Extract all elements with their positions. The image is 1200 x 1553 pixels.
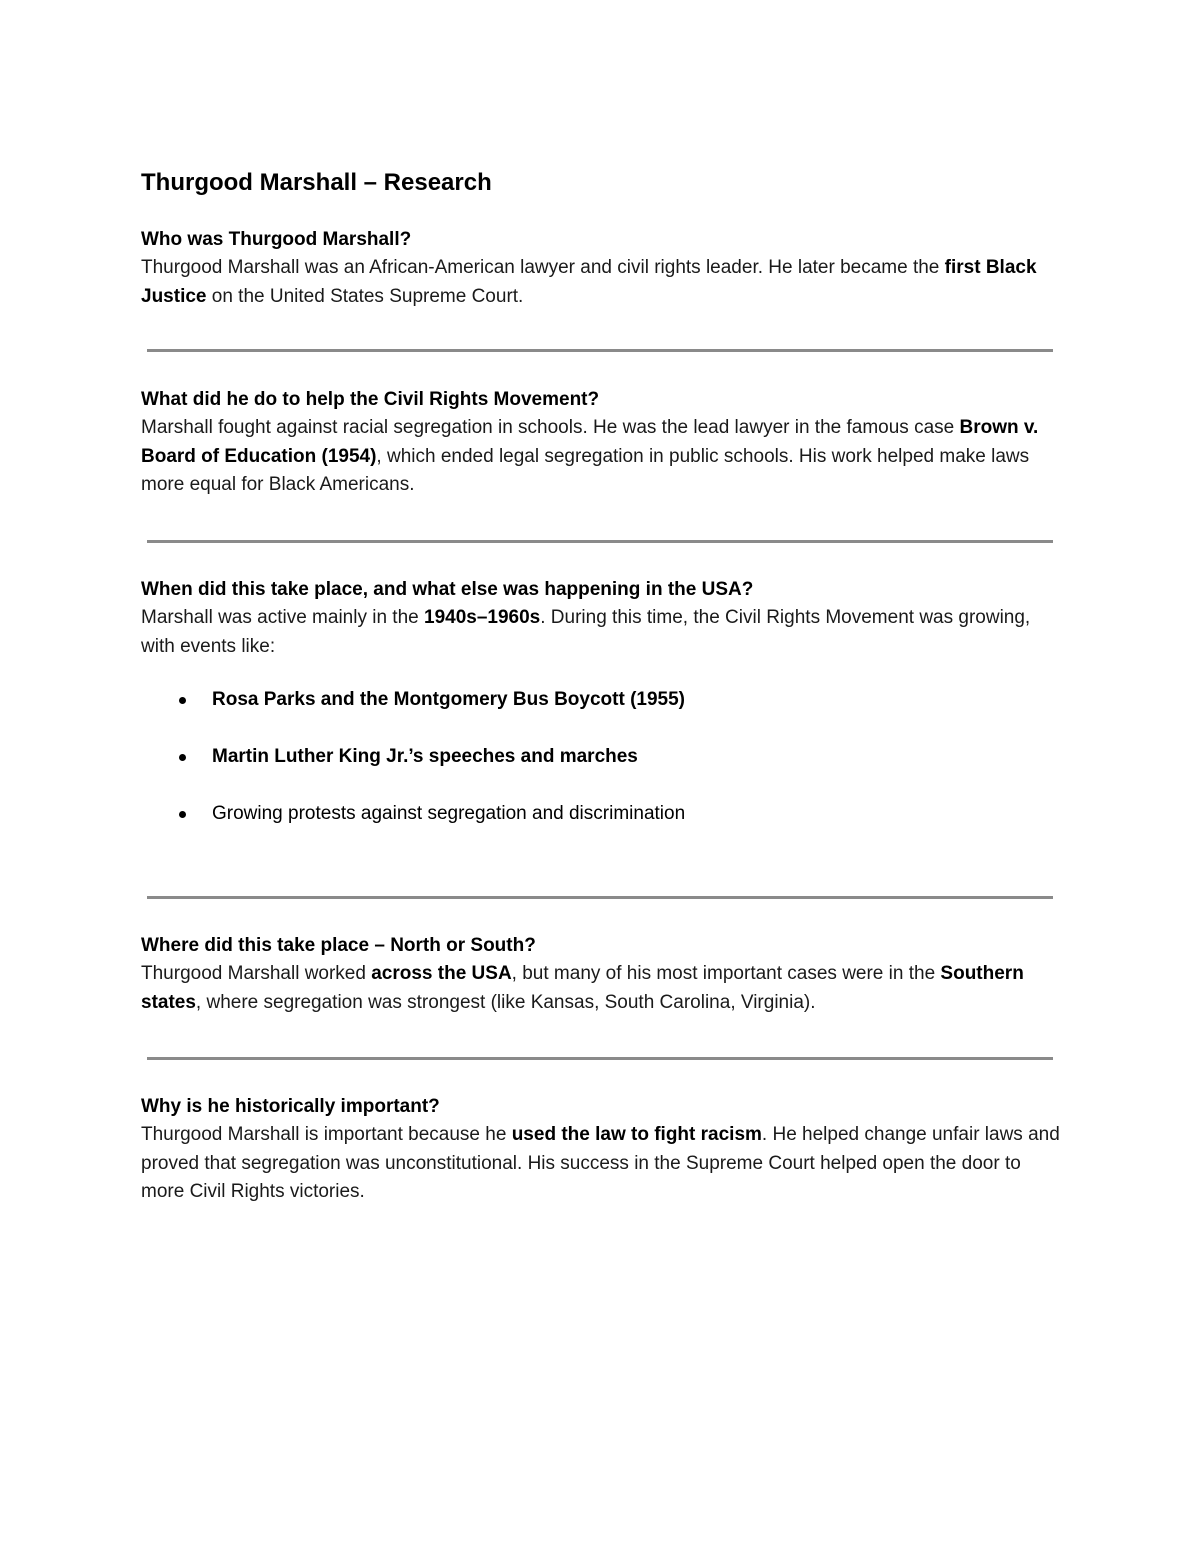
answer-text xyxy=(141,960,1061,1017)
answer-run: , but many of his most important cases were in the xyxy=(511,963,941,984)
answer-text xyxy=(141,604,1061,661)
list-item xyxy=(141,800,1061,828)
divider xyxy=(147,540,1053,543)
bullet-icon xyxy=(179,697,186,704)
answer-run: , which ended legal segregation in public schools. His work helped make laws more equal for Black Americans. xyxy=(141,445,1030,495)
divider xyxy=(147,896,1053,899)
list-item-text: Growing protests against segregation and discrimination xyxy=(212,803,686,824)
answer-text xyxy=(141,1121,1061,1207)
list-item-text: Martin Luther King Jr.’s speeches and marches xyxy=(212,746,638,767)
question-heading: When did this take place, and what else was happening in the USA? xyxy=(141,579,754,600)
bullet-icon xyxy=(179,811,186,818)
emphasis-text: across the USA xyxy=(371,963,512,984)
section-what xyxy=(141,386,1061,500)
answer-text xyxy=(141,414,1061,500)
emphasis-text: first Black Justice xyxy=(141,257,1037,307)
emphasis-text: Brown v. Board of Education (1954) xyxy=(141,417,1039,467)
question-heading: Why is he historically important? xyxy=(141,1096,440,1117)
emphasis-text: used the law to fight racism xyxy=(511,1124,762,1145)
list-item-text: Rosa Parks and the Montgomery Bus Boycott (1955) xyxy=(212,689,685,710)
emphasis-text: 1940s–1960s xyxy=(424,607,541,628)
divider xyxy=(147,1057,1053,1060)
answer-run: Marshall was active mainly in the xyxy=(141,607,424,628)
events-list xyxy=(141,686,1061,828)
answer-run: , where segregation was strongest (like Kansas, South Carolina, Virginia). xyxy=(195,991,816,1013)
list-item xyxy=(141,686,1061,714)
question-heading: Where did this take place – North or South? xyxy=(141,935,536,956)
list-item xyxy=(141,743,1061,771)
section-why xyxy=(141,1093,1061,1207)
answer-run: on the United States Supreme Court. xyxy=(206,285,524,307)
answer-run: . He helped change unfair laws and proved that segregation was unconstitutional. His success in the Supreme Court helped open the door to more Civil Rights victories. xyxy=(141,1124,1060,1202)
answer-run: Marshall fought against racial segregation in schools. He was the lead lawyer in the famous case xyxy=(141,417,960,438)
section-who xyxy=(141,226,1061,311)
section-when xyxy=(141,576,1061,857)
question-heading: Who was Thurgood Marshall? xyxy=(141,229,412,250)
answer-run: Thurgood Marshall is important because he xyxy=(141,1124,512,1145)
document-title: Thurgood Marshall – Research xyxy=(141,169,492,196)
answer-run: . During this time, the Civil Rights Movement was growing, with events like: xyxy=(141,607,1031,657)
divider xyxy=(147,349,1053,352)
answer-run: Thurgood Marshall worked xyxy=(141,963,372,984)
section-where xyxy=(141,932,1061,1017)
bullet-icon xyxy=(179,754,186,761)
emphasis-text: Southern states xyxy=(141,963,1024,1013)
question-heading: What did he do to help the Civil Rights Movement? xyxy=(141,389,600,410)
answer-text xyxy=(141,254,1061,311)
answer-run: Thurgood Marshall was an African-American lawyer and civil rights leader. He later became the xyxy=(141,257,945,278)
